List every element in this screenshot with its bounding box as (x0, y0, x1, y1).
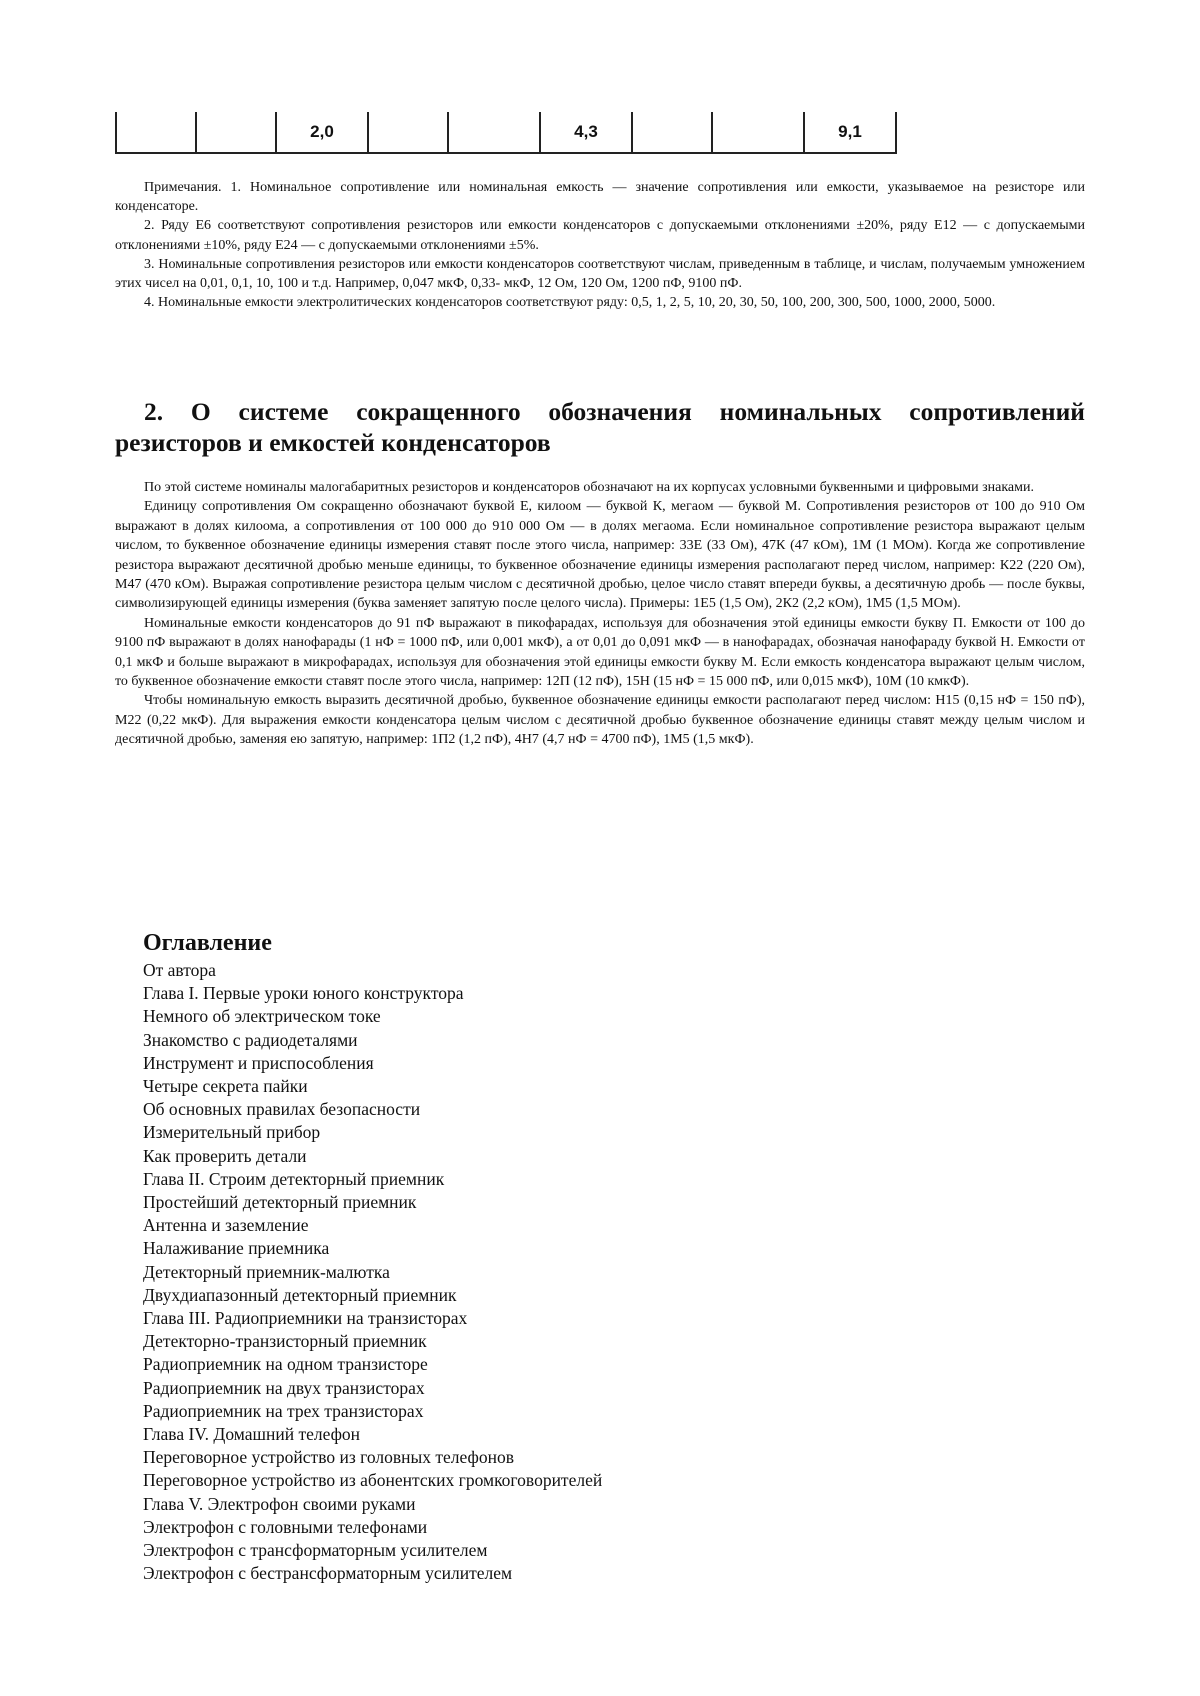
body-paragraph: По этой системе номиналы малогабаритных резисторов и конденсаторов обозначают на их корпусах условными буквенными и цифровыми знаками. (144, 480, 1034, 495)
toc-item[interactable]: Инструмент и приспособления (143, 1052, 374, 1073)
table-cell: 9,1 (804, 112, 896, 153)
section-body (115, 478, 1085, 750)
note-paragraph: 4. Номинальные емкости электролитических конденсаторов соответствуют ряду: 0,5, 1, 2, 5, 10, 20, 30, 50, 100, 200, 300, 500, 1000, 2000, 5000. (144, 295, 996, 311)
toc-item[interactable]: Электрофон с головными телефонами (143, 1516, 428, 1537)
body-paragraph: Единицу сопротивления Ом сокращенно обозначают буквой Е, килоом — буквой К, мегаом — буквой М. Сопротивления резисторов от 100 до 910 Ом выражают в долях килоома, а сопротивления от 100 000 до 910 000 Ом — в долях мегаома. Если номинальное сопротивление резистора выражают целым числом, то буквенное обозначение единицы измерения ставят после этого числа, например: 33Е (33 Ом), 47К (47 кОм), 1М (1 МОм). Когда же сопротивление резистора выражают десятичной дробью меньше единицы, то буквенное обозначение единицы измерения располагают перед числом, например: К22 (220 Ом), М47 (470 кОм). Выражая сопротивление резистора целым числом с десятичной дробью, целое число ставят впереди буквы, а десятичную дробь — после буквы, символизирующей единицы измерения (буква заменяет запятую после целого числа). Примеры: 1Е5 (1,5 Ом), 2К2 (2,2 кОм), 1М5 (1,5 МОм). (115, 499, 1085, 612)
resistance-values-table (115, 112, 897, 154)
toc-item[interactable]: От автора (143, 960, 216, 980)
toc-item[interactable]: Глава I. Первые уроки юного конструктора (143, 983, 464, 1004)
toc-item[interactable]: Переговорное устройство из абонентских громкоговорителей (143, 1470, 603, 1491)
note-paragraph: Примечания. 1. Номинальное сопротивление или номинальная емкость — значение сопротивления или емкости, указываемое на резисторе или конденсаторе. (115, 180, 1085, 215)
toc-item[interactable]: Детекторно-транзисторный приемник (143, 1331, 427, 1352)
toc-item[interactable]: Немного об электрическом токе (143, 1006, 381, 1027)
toc-item[interactable]: Электрофон с трансформаторным усилителем (143, 1540, 488, 1561)
table-cell (632, 112, 712, 153)
toc-item[interactable]: Глава IV. Домашний телефон (143, 1424, 361, 1445)
body-paragraph: Чтобы номинальную емкость выразить десятичной дробью, буквенное обозначение единицы емкости располагают перед числом: Н15 (0,15 нФ = 150 пФ), М22 (0,22 мкФ). Для выражения емкости конденсатора целым числом с десятичной дробью буквенное обозначение единицы ставят между целым числом и десятичной дробью, заменяя ею запятую, например: 1П2 (1,2 пФ), 4Н7 (4,7 нФ = 4700 пФ), 1М5 (1,5 мкФ). (115, 693, 1085, 748)
note-paragraph: 3. Номинальные сопротивления резисторов или емкости конденсаторов соответствуют числам, приведенным в таблице, и числам, получаемым умножением этих чисел на 0,01, 0,1, 10, 100 и т.д. Например, 0,047 мкФ, 0,33- мкФ, 12 Ом, 120 Ом, 1200 пФ, 9100 пФ. (115, 256, 1085, 292)
section-heading: 2. О системе сокращенного обозначения номинальных сопротивлений резисторов и емкостей конденсаторов (115, 397, 1085, 457)
toc-item[interactable]: Радиоприемник на двух транзисторах (143, 1377, 425, 1398)
toc-item[interactable]: Радиоприемник на трех транзисторах (143, 1400, 424, 1421)
body-paragraph: Номинальные емкости конденсаторов до 91 пФ выражают в пикофарадах, используя для обозначения этой единицы емкости букву П. Емкости от 100 до 9100 пФ выражают в долях нанофарады (1 нФ = 1000 пФ, или 0,001 мкФ), а от 0,01 до 0,091 мкФ — в нанофарадах, обозначая нанофараду буквой Н. Емкости от 0,1 мкФ и больше выражают в микрофарадах, используя для обозначения этой единицы емкости букву М. Если емкость конденсатора выражают целым числом, то буквенное обозначение емкости ставят после этого числа, например: 12П (12 пФ), 15Н (15 нФ = 15 000 пФ, или 0,015 мкФ), 10М (10 кмкФ). (115, 615, 1085, 690)
toc-item[interactable]: Знакомство с радиодеталями (143, 1029, 358, 1050)
table-notes (115, 178, 1085, 312)
toc-item[interactable]: Радиоприемник на одном транзисторе (143, 1354, 428, 1375)
toc-item[interactable]: Об основных правилах безопасности (143, 1099, 421, 1120)
toc-item[interactable]: Глава II. Строим детекторный приемник (143, 1168, 445, 1189)
toc-item[interactable]: Простейший детекторный приемник (143, 1192, 417, 1213)
toc-item[interactable]: Двухдиапазонный детекторный приемник (143, 1284, 457, 1305)
toc-item[interactable]: Переговорное устройство из головных телефонов (143, 1447, 514, 1468)
toc-title: Оглавление (143, 930, 272, 956)
toc-item[interactable]: Антенна и заземление (143, 1215, 309, 1236)
note-paragraph: 2. Ряду Е6 соответствуют сопротивления резисторов или емкости конденсаторов с допускаемыми отклонениями ±20%, ряду Е12 — с допускаемыми отклонениями ±10%, ряду Е24 — с допускаемыми отклонениями ±5%. (115, 218, 1085, 253)
table-cell (116, 112, 196, 153)
table-of-contents (143, 959, 602, 1585)
table-row (116, 112, 896, 153)
toc-item[interactable]: Как проверить детали (143, 1145, 307, 1166)
table-cell (196, 112, 276, 153)
toc-item[interactable]: Четыре секрета пайки (143, 1076, 308, 1097)
toc-item[interactable]: Глава V. Электрофон своими руками (143, 1493, 416, 1514)
table-cell: 2,0 (276, 112, 368, 153)
toc-item[interactable]: Электрофон с бестрансформаторным усилителем (143, 1563, 513, 1584)
table-cell (712, 112, 804, 153)
table-cell: 4,3 (540, 112, 632, 153)
toc-item[interactable]: Глава III. Радиоприемники на транзисторах (143, 1308, 468, 1329)
table-cell (368, 112, 448, 153)
toc-item[interactable]: Налаживание приемника (143, 1238, 330, 1259)
table-cell (448, 112, 540, 153)
toc-item[interactable]: Детекторный приемник-малютка (143, 1261, 390, 1282)
toc-item[interactable]: Измерительный прибор (143, 1122, 321, 1143)
